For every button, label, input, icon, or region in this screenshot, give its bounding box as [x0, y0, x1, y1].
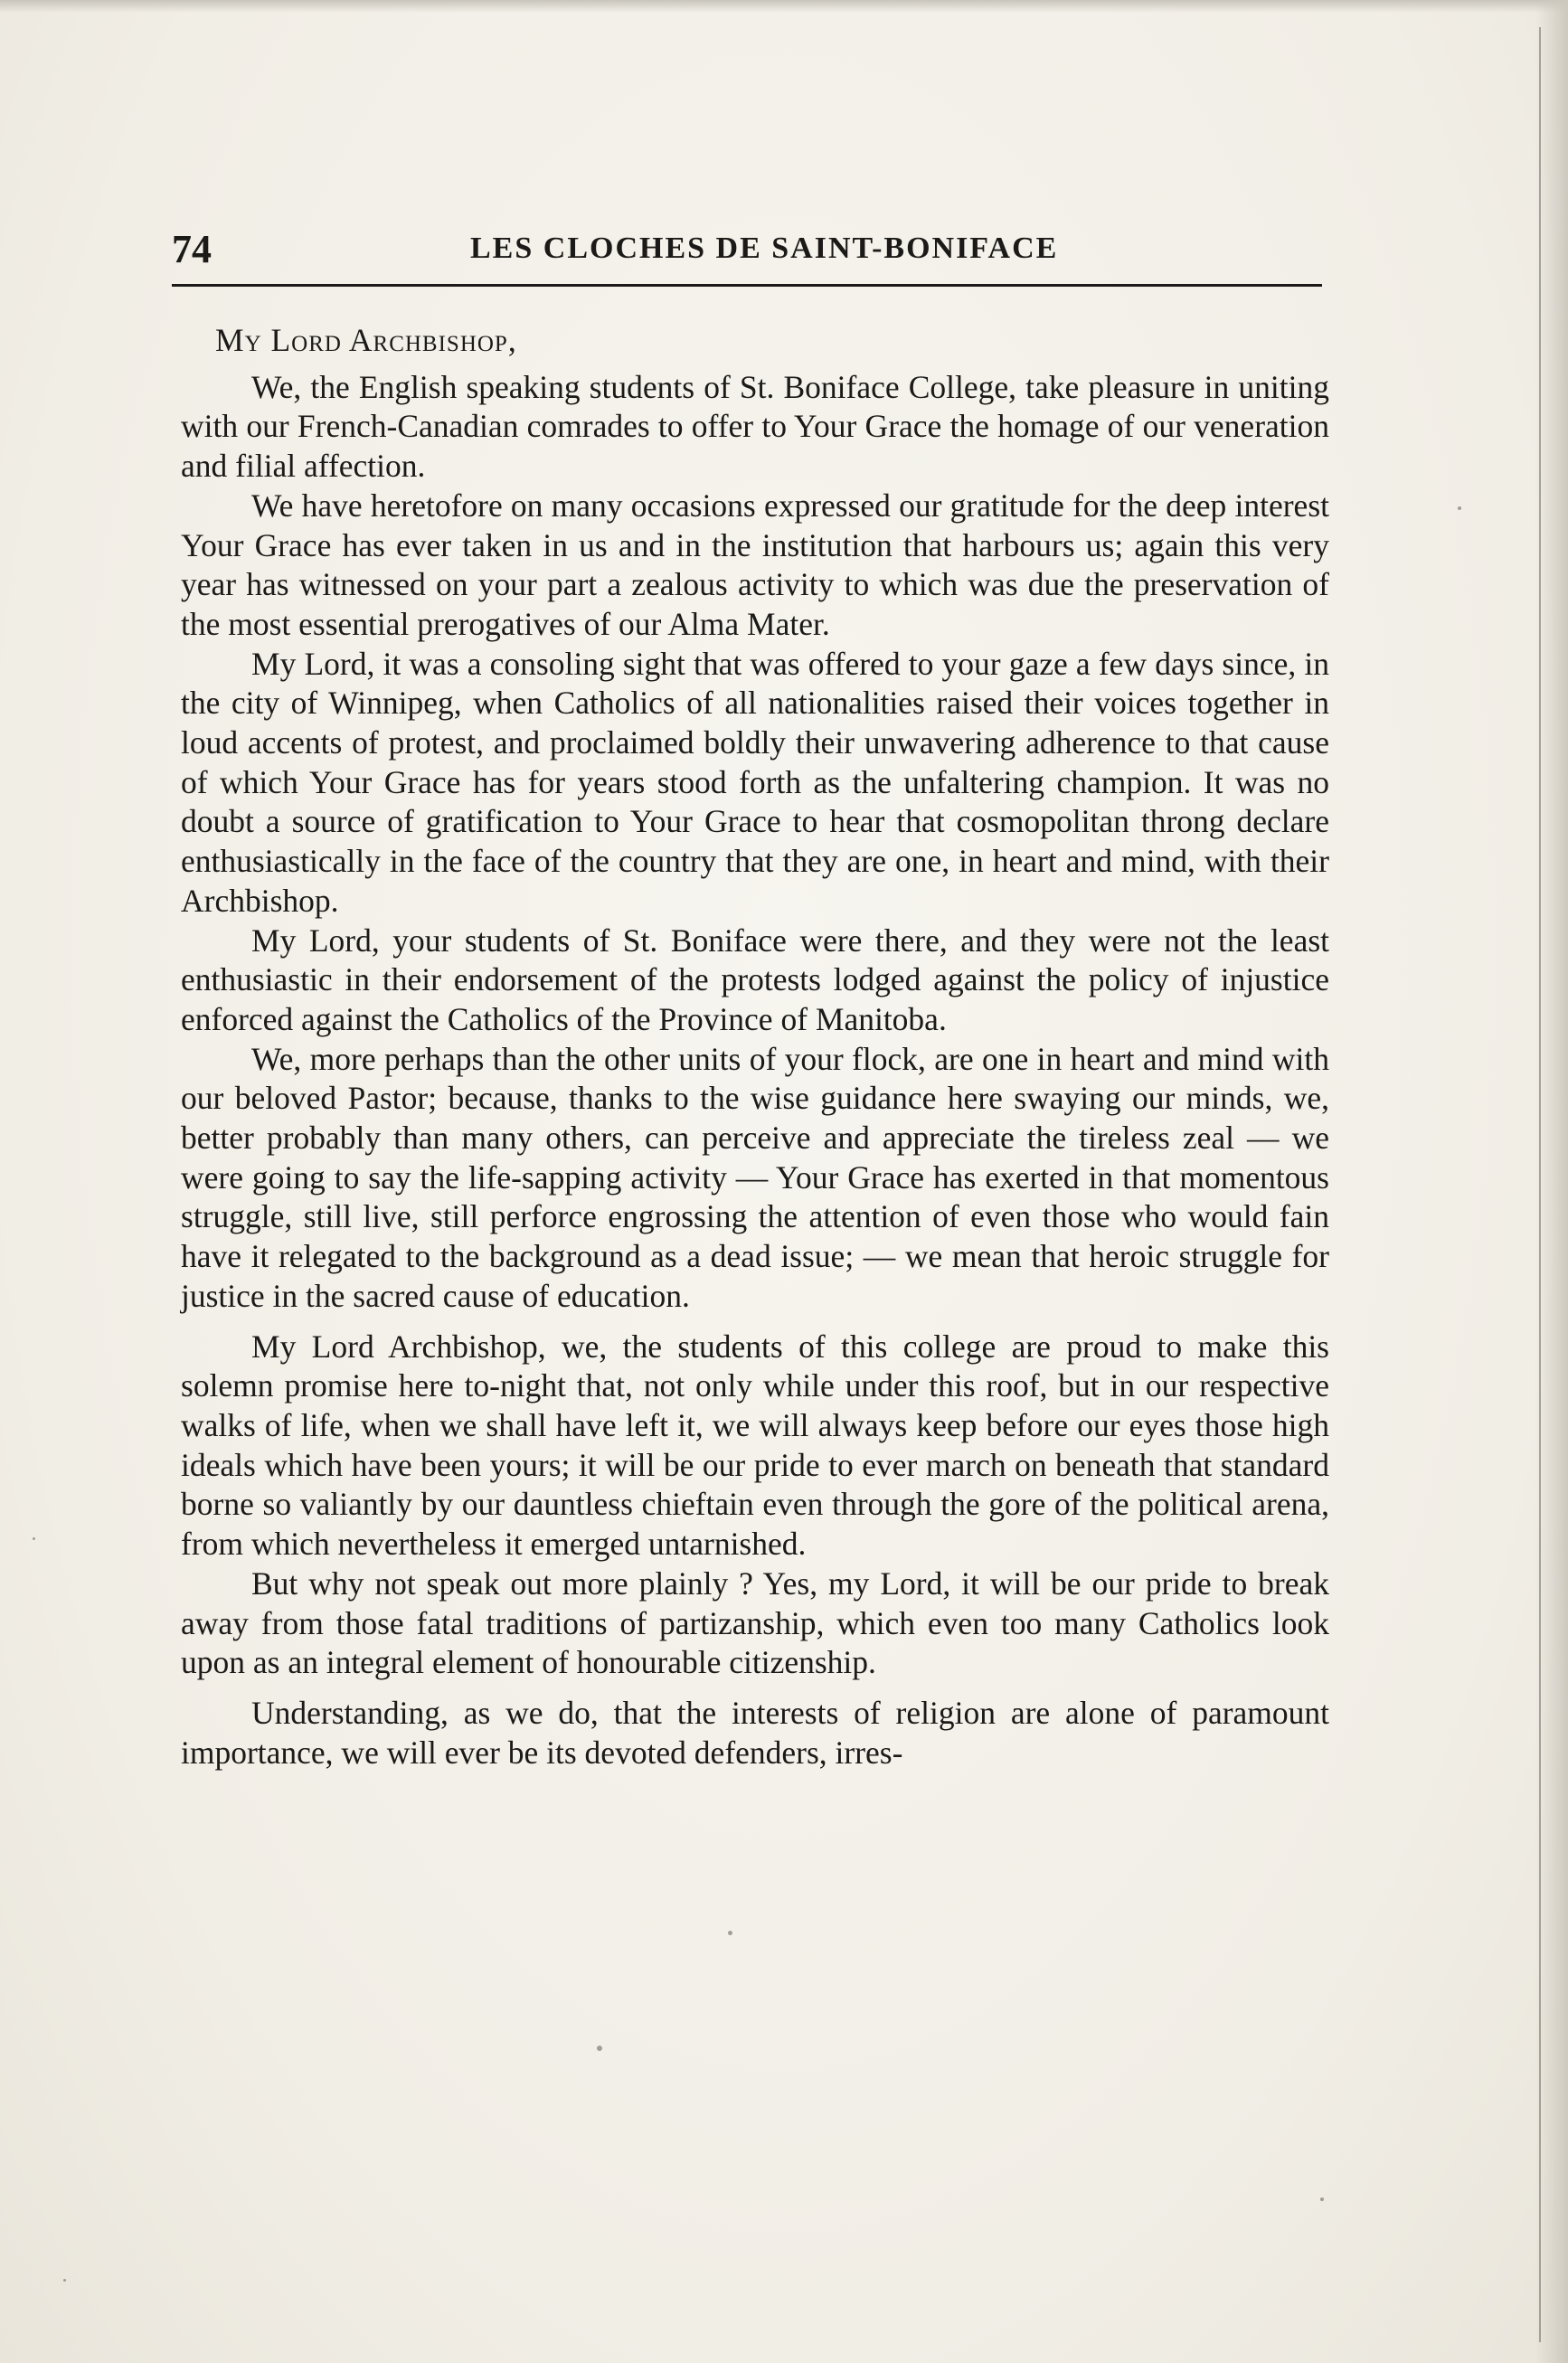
- scan-speck: [33, 1537, 35, 1540]
- letter-body: [181, 321, 1329, 1772]
- binding-line: [1539, 27, 1541, 2342]
- running-head: LES CLOCHES DE SAINT-BONIFACE: [470, 232, 1059, 265]
- page-number: 74: [172, 227, 212, 271]
- salutation: My Lord Archbishop,: [215, 322, 517, 358]
- scan-speck: [728, 1931, 732, 1935]
- paragraph-7: But why not speak out more plainly ? Yes, my Lord, it will be our pride to break away from those fatal traditions of partizanship, which even too many Catholics look upon as an integral element of honourable citizenship.: [181, 1564, 1329, 1681]
- paragraph-3: My Lord, it was a consoling sight that was offered to your gaze a few days since, in the city of Winnipeg, when Catholics of all nationalities raised their voices together in loud accents of protest, and proclaimed boldly their unwavering adherence to that cause of which Your Grace has for years stood forth as the unfaltering champion. It was no doubt a source of gratification to Your Grace to hear that cosmopolitan throng declare enthusiastically in the face of the country that they are one, in heart and mind, with their Archbishop.: [181, 645, 1329, 919]
- scan-speck: [1320, 2198, 1324, 2201]
- header-rule: [172, 284, 1322, 287]
- paragraph-1: We, the English speaking students of St. Boniface College, take pleasure in uniting with our French-Canadian comrades to offer to Your Grace the homage of our veneration and filial affection.: [181, 368, 1329, 485]
- scan-speck: [597, 2046, 602, 2051]
- paragraph-8: Understanding, as we do, that the interests of religion are alone of paramount importance, we will ever be its devoted defenders, irres-: [181, 1694, 1329, 1771]
- paragraph-6: My Lord Archbishop, we, the students of this college are proud to make this solemn promise here to-night that, not only while under this roof, but in our respective walks of life, when we shall have left it, we will always keep before our eyes those high ideals which have been yours; it will be our pride to ever march on beneath that standard borne so valiantly by our dauntless chieftain even through the gore of the political arena, from which nevertheless it emerged untarnished.: [181, 1328, 1329, 1563]
- page-header: [172, 226, 1329, 280]
- paragraph-2: We have heretofore on many occasions expressed our gratitude for the deep interest Your Grace has ever taken in us and in the institution that harbours us; again this very year has witnessed on your part a zealous activity to which was due the preservation of the most essential prerogatives of our Alma Mater.: [181, 487, 1329, 642]
- paragraph-5: We, more perhaps than the other units of your flock, are one in heart and mind with our beloved Pastor; because, thanks to the wise guidance here swaying our minds, we, better probably than many others, can perceive and appreciate the tireless zeal — we were going to say the life-sapping activity — Your Grace has exerted in that momentous struggle, still live, still perforce engrossing the attention of even those who would fain have it relegated to the background as a dead issue; — we mean that heroic struggle for justice in the sacred cause of education.: [181, 1040, 1329, 1314]
- page-top-edge: [0, 0, 1568, 13]
- scan-speck: [1458, 506, 1461, 510]
- scan-speck: [63, 2279, 66, 2282]
- paragraph-4: My Lord, your students of St. Boniface were there, and they were not the least enthusiastic in their endorsement of the protests lodged against the policy of injustice enforced against the Catholics of the Province of Manitoba.: [181, 922, 1329, 1037]
